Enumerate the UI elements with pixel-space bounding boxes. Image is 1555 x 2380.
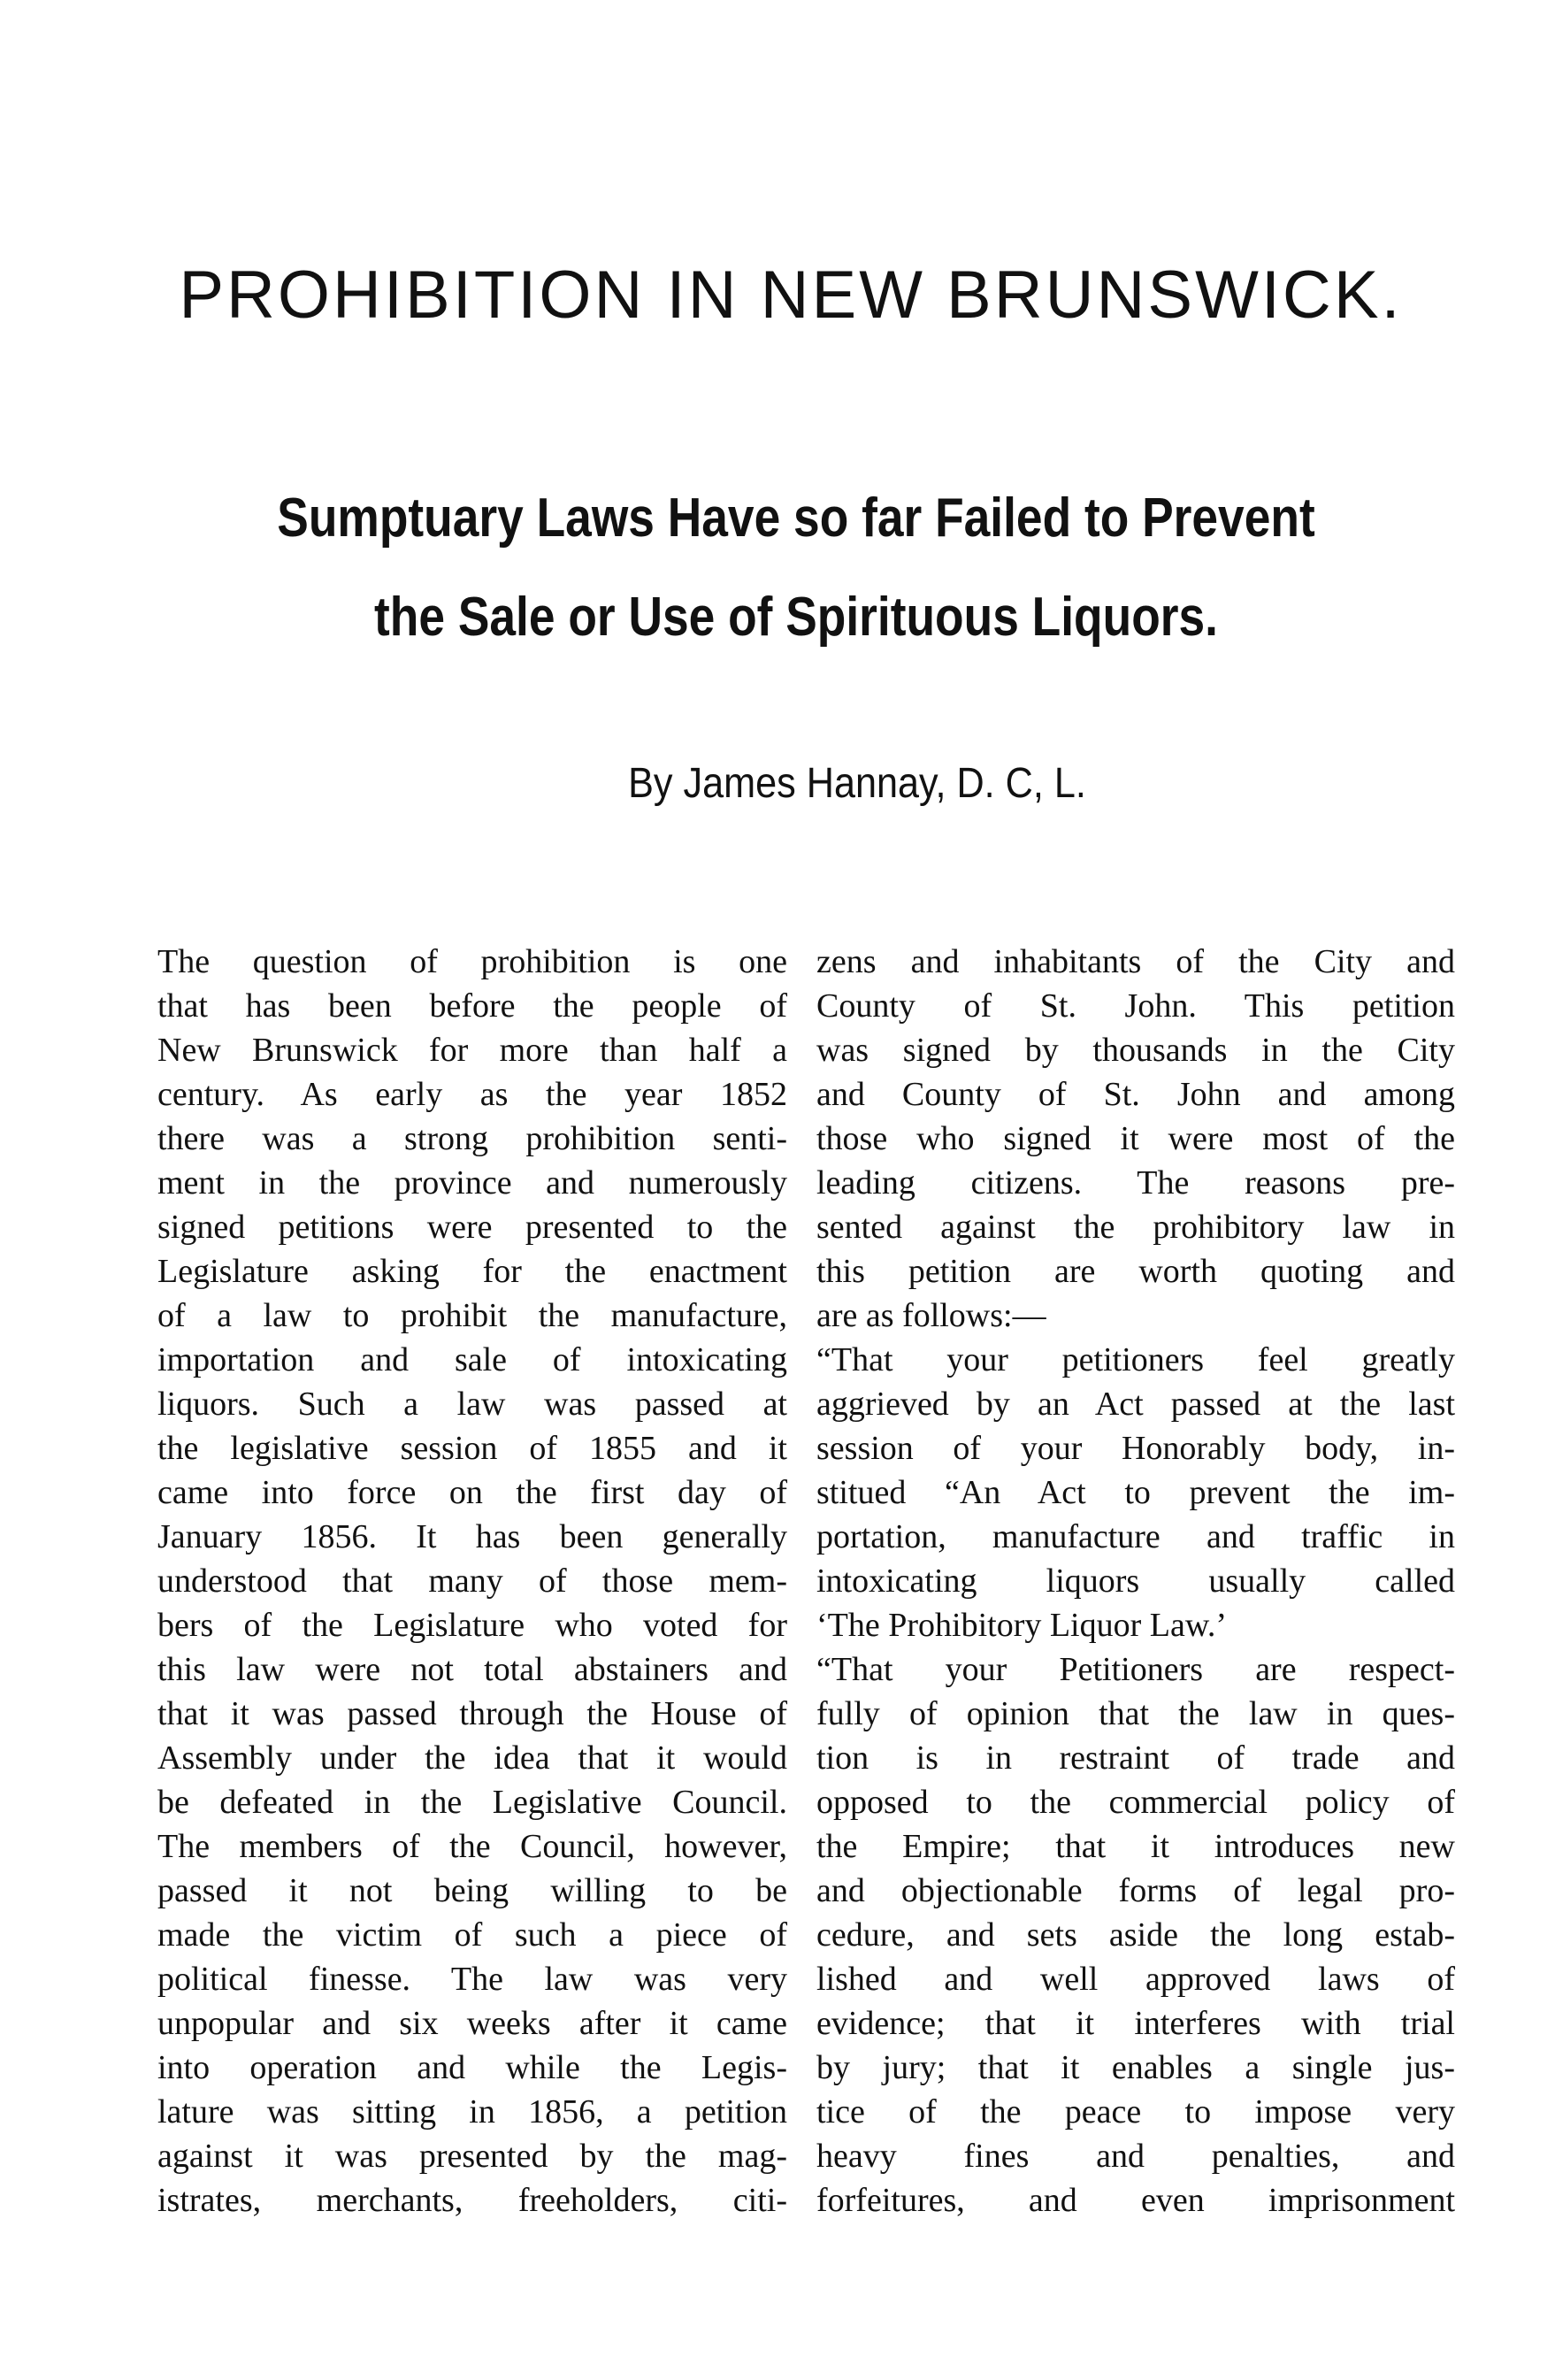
text-line: there was a strong prohibition senti- bbox=[157, 1120, 787, 1157]
text-line: was signed by thousands in the City bbox=[816, 1032, 1455, 1069]
text-line: forfeitures, and even imprisonment bbox=[816, 2182, 1455, 2219]
text-line: this law were not total abstainers and bbox=[157, 1651, 787, 1688]
text-line: that it was passed through the House of bbox=[157, 1695, 787, 1732]
text-column-right bbox=[816, 940, 1455, 2223]
text-line: century. As early as the year 1852 bbox=[157, 1076, 787, 1113]
text-line: the Empire; that it introduces new bbox=[816, 1828, 1455, 1865]
text-line: ment in the province and numerously bbox=[157, 1164, 787, 1202]
text-line: leading citizens. The reasons pre- bbox=[816, 1164, 1455, 1202]
text-line: tion is in restraint of trade and bbox=[816, 1739, 1455, 1777]
text-line: and County of St. John and among bbox=[816, 1076, 1455, 1113]
text-line: fully of opinion that the law in ques- bbox=[816, 1695, 1455, 1732]
text-line: session of your Honorably body, in- bbox=[816, 1430, 1455, 1467]
text-line: evidence; that it interferes with trial bbox=[816, 2005, 1455, 2042]
text-line: be defeated in the Legislative Council. bbox=[157, 1784, 787, 1821]
text-line: heavy fines and penalties, and bbox=[816, 2138, 1455, 2175]
text-line: aggrieved by an Act passed at the last bbox=[816, 1386, 1455, 1423]
text-line: came into force on the first day of bbox=[157, 1474, 787, 1511]
text-line: The question of prohibition is one bbox=[157, 943, 787, 980]
text-line: of a law to prohibit the manufacture, bbox=[157, 1297, 787, 1334]
text-line: cedure, and sets aside the long estab- bbox=[816, 1916, 1455, 1954]
text-column-left bbox=[157, 940, 787, 2223]
text-line: signed petitions were presented to the bbox=[157, 1209, 787, 1246]
text-line: stitued “An Act to prevent the im- bbox=[816, 1474, 1455, 1511]
article-subtitle bbox=[226, 469, 1367, 667]
article-title: PROHIBITION IN NEW BRUNSWICK. bbox=[179, 257, 1403, 333]
text-line: The members of the Council, however, bbox=[157, 1828, 787, 1865]
text-line: those who signed it were most of the bbox=[816, 1120, 1455, 1157]
text-line: “That your petitioners feel greatly bbox=[816, 1341, 1455, 1378]
text-line: County of St. John. This petition bbox=[816, 987, 1455, 1025]
text-line: portation, manufacture and traffic in bbox=[816, 1518, 1455, 1555]
article-byline: By James Hannay, D. C, L. bbox=[628, 760, 1086, 807]
text-line: intoxicating liquors usually called bbox=[816, 1562, 1455, 1600]
subtitle-line: Sumptuary Laws Have so far Failed to Prevent bbox=[277, 488, 1315, 549]
text-line: and objectionable forms of legal pro- bbox=[816, 1872, 1455, 1909]
text-line: made the victim of such a piece of bbox=[157, 1916, 787, 1954]
text-line: Legislature asking for the enactment bbox=[157, 1253, 787, 1290]
text-line: “That your Petitioners are respect- bbox=[816, 1651, 1455, 1688]
subtitle-line: the Sale or Use of Spirituous Liquors. bbox=[374, 587, 1218, 648]
text-line: passed it not being willing to be bbox=[157, 1872, 787, 1909]
text-line: sented against the prohibitory law in bbox=[816, 1209, 1455, 1246]
text-line: against it was presented by the mag- bbox=[157, 2138, 787, 2175]
text-line: liquors. Such a law was passed at bbox=[157, 1386, 787, 1423]
text-line: lished and well approved laws of bbox=[816, 1961, 1455, 1998]
text-line: understood that many of those mem- bbox=[157, 1562, 787, 1600]
text-line: that has been before the people of bbox=[157, 987, 787, 1025]
text-line: istrates, merchants, freeholders, citi- bbox=[157, 2182, 787, 2219]
text-line: are as follows:— bbox=[816, 1297, 1046, 1334]
text-line: the legislative session of 1855 and it bbox=[157, 1430, 787, 1467]
text-line: bers of the Legislature who voted for bbox=[157, 1607, 787, 1644]
text-line: lature was sitting in 1856, a petition bbox=[157, 2093, 787, 2130]
text-line: opposed to the commercial policy of bbox=[816, 1784, 1455, 1821]
text-line: January 1856. It has been generally bbox=[157, 1518, 787, 1555]
text-line: this petition are worth quoting and bbox=[816, 1253, 1455, 1290]
text-line: New Brunswick for more than half a bbox=[157, 1032, 787, 1069]
text-line: tice of the peace to impose very bbox=[816, 2093, 1455, 2130]
text-line: unpopular and six weeks after it came bbox=[157, 2005, 787, 2042]
text-line: ‘The Prohibitory Liquor Law.’ bbox=[816, 1607, 1227, 1644]
text-line: into operation and while the Legis- bbox=[157, 2049, 787, 2086]
text-line: zens and inhabitants of the City and bbox=[816, 943, 1455, 980]
text-line: importation and sale of intoxicating bbox=[157, 1341, 787, 1378]
text-line: by jury; that it enables a single jus- bbox=[816, 2049, 1455, 2086]
text-line: political finesse. The law was very bbox=[157, 1961, 787, 1998]
text-line: Assembly under the idea that it would bbox=[157, 1739, 787, 1777]
